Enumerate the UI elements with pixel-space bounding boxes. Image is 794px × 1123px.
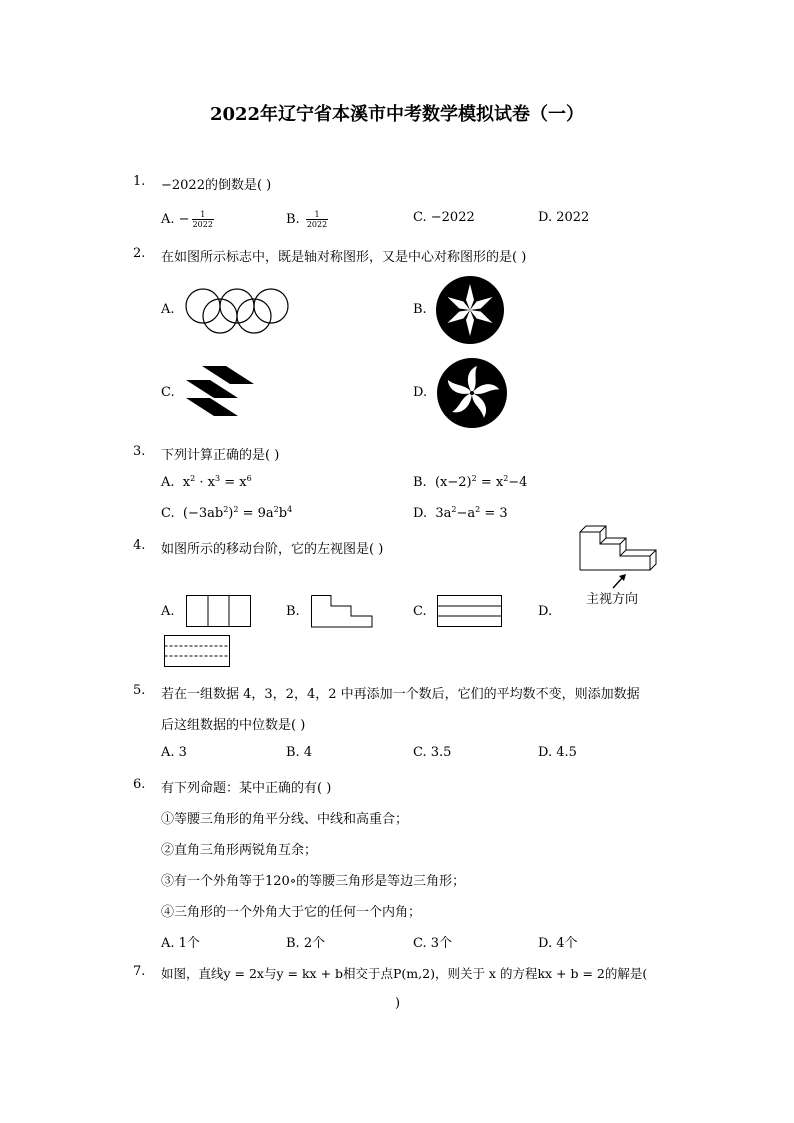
proposition-item: ②直角三角形两锐角互余； <box>161 843 318 858</box>
question-text: 下列计算正确的是( ) <box>161 448 280 463</box>
page-title: 2022年辽宁省本溪市中考数学模拟试卷（一） <box>209 104 585 125</box>
option-d-label[interactable]: D. <box>413 385 428 400</box>
question-text: 如图，直线y = 2x与y = kx + b相交于点P(m,2)，则关于 x 的方程kx + b = 2的解是( <box>161 966 648 981</box>
expr-part: (−3ab <box>182 506 224 521</box>
option-label: C. <box>413 210 427 225</box>
proposition-item: ④三角形的一个外角大于它的任何一个内角； <box>161 905 422 920</box>
expr-part: −a <box>456 506 476 521</box>
option-b[interactable] <box>413 475 527 490</box>
option-a[interactable] <box>161 475 252 490</box>
question-text: 有下列命题：某中正确的有( ) <box>161 781 332 796</box>
option-c[interactable]: C. 3.5 <box>413 745 452 760</box>
option-c[interactable] <box>413 210 475 225</box>
option-c-label[interactable]: C. <box>161 385 175 400</box>
expr-part: b <box>278 506 288 521</box>
stair-figure <box>578 530 660 578</box>
proposition-item: ①等腰三角形的角平分线、中线和高重合； <box>161 812 409 827</box>
question-number: 4. <box>133 538 146 553</box>
exponent: 2 <box>503 474 509 483</box>
expr-part: = 9a <box>238 506 274 521</box>
fraction-denominator: 2022 <box>306 220 328 229</box>
option-b[interactable] <box>286 210 328 229</box>
expr-part: = x <box>220 475 247 490</box>
exponent: 2 <box>273 505 279 514</box>
option-a[interactable] <box>161 210 214 229</box>
expr-part: x <box>182 475 191 490</box>
option-label: B. <box>413 475 427 490</box>
option-a[interactable]: A. 1个 <box>161 936 200 951</box>
expression <box>183 475 252 490</box>
suzuki-s-icon[interactable] <box>186 366 256 416</box>
expr-part: 3a <box>435 506 452 521</box>
question-number: 6. <box>133 777 146 792</box>
expression <box>435 506 507 521</box>
exponent: 2 <box>190 474 196 483</box>
question-number: 7. <box>133 964 146 979</box>
proposition-item: ③有一个外角等于120∘的等腰三角形是等边三角形； <box>161 874 466 889</box>
option-label: D. <box>413 506 428 521</box>
expr-part: ) <box>228 506 234 521</box>
option-d-label[interactable]: D. <box>538 604 553 619</box>
question-text: 在如图所示标志中，既是轴对称图形，又是中心对称图形的是( ) <box>161 250 527 265</box>
expression <box>183 506 292 521</box>
minus-sign: − <box>178 212 190 227</box>
question-text-line2: 后这组数据的中位数是( ) <box>161 718 306 733</box>
expression <box>435 475 528 490</box>
option-b-figure[interactable] <box>311 595 373 628</box>
exponent: 2 <box>475 505 481 514</box>
option-a-figure[interactable] <box>186 595 252 627</box>
view-direction-label: 主视方向 <box>586 592 639 607</box>
option-b-label[interactable]: B. <box>413 302 427 317</box>
option-d[interactable] <box>538 210 589 225</box>
fraction-denominator: 2022 <box>192 220 213 229</box>
fraction <box>192 210 214 229</box>
option-label: A. <box>161 475 175 490</box>
option-d[interactable]: D. 4.5 <box>538 745 577 760</box>
option-a-label[interactable]: A. <box>161 604 175 619</box>
question-number: 1. <box>133 174 146 189</box>
exponent: 2 <box>223 505 229 514</box>
expr-part: −4 <box>508 475 528 490</box>
fraction-numerator: 1 <box>306 210 328 220</box>
option-value: 2022 <box>556 210 590 225</box>
question-text: 如图所示的移动台阶，它的左视图是( ) <box>161 542 384 557</box>
expr-part: · x <box>195 475 215 490</box>
option-value: −2022 <box>430 210 475 225</box>
expr-part: (x−2) <box>434 475 472 490</box>
option-label: D. <box>538 210 553 225</box>
exponent: 6 <box>246 474 252 483</box>
exponent: 2 <box>451 505 457 514</box>
exponent: 4 <box>287 505 293 514</box>
question-number: 2. <box>133 246 146 261</box>
option-d-figure[interactable] <box>164 635 231 668</box>
option-a-label[interactable]: A. <box>161 302 175 317</box>
option-a[interactable]: A. 3 <box>161 745 187 760</box>
question-text-line1: 若在一组数据 4，3，2，4，2 中再添加一个数后，它们的平均数不变，则添加数据 <box>161 687 640 702</box>
exponent: 2 <box>471 474 477 483</box>
question-text-continuation: ) <box>395 996 401 1011</box>
fraction <box>306 210 328 229</box>
option-label: A. <box>161 212 175 227</box>
option-b-label[interactable]: B. <box>286 604 300 619</box>
question-number: 3. <box>133 444 146 459</box>
option-b[interactable]: B. 4 <box>286 745 313 760</box>
hexagram-star-icon[interactable] <box>436 276 504 344</box>
option-b[interactable]: B. 2个 <box>286 936 326 951</box>
exponent: 3 <box>214 474 221 483</box>
option-c-label[interactable]: C. <box>413 604 427 619</box>
question-number: 5. <box>133 683 146 698</box>
option-c[interactable]: C. 3个 <box>413 936 453 951</box>
fraction-numerator: 1 <box>192 210 214 220</box>
option-d[interactable]: D. 4个 <box>538 936 578 951</box>
olympic-rings-icon[interactable] <box>185 287 289 335</box>
exponent: 2 <box>233 505 239 514</box>
option-c-figure[interactable] <box>437 595 503 628</box>
option-label: B. <box>286 212 300 227</box>
expr-part: = 3 <box>480 506 508 521</box>
option-d[interactable] <box>413 506 508 521</box>
option-c[interactable] <box>161 506 292 521</box>
bauhinia-flower-icon[interactable] <box>437 358 507 428</box>
question-text: −2022的倒数是( ) <box>161 178 272 193</box>
expr-part: = x <box>476 475 504 490</box>
option-label: C. <box>161 506 175 521</box>
